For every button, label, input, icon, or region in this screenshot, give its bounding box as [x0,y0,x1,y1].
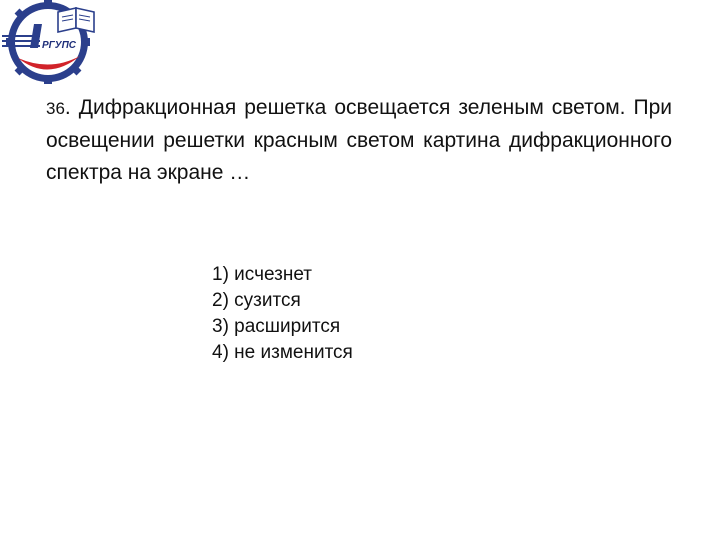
answer-option-1: 1) исчезнет [212,264,312,285]
university-logo [0,0,104,84]
question-text [46,92,672,189]
rgups-emblem-icon [0,0,104,84]
answer-options [212,262,353,366]
question-body: . Дифракционная решетка освещается зеленым светом. При освещении решетки красным светом картина дифракционного спектра на экране … [46,96,672,184]
answer-option-3: 3) расширится [212,316,341,337]
question-number: 36 [46,99,65,118]
answer-option-2: 2) сузится [212,290,301,311]
answer-option-4: 4) не изменится [212,342,353,363]
logo-text: РГУПС [42,40,76,51]
